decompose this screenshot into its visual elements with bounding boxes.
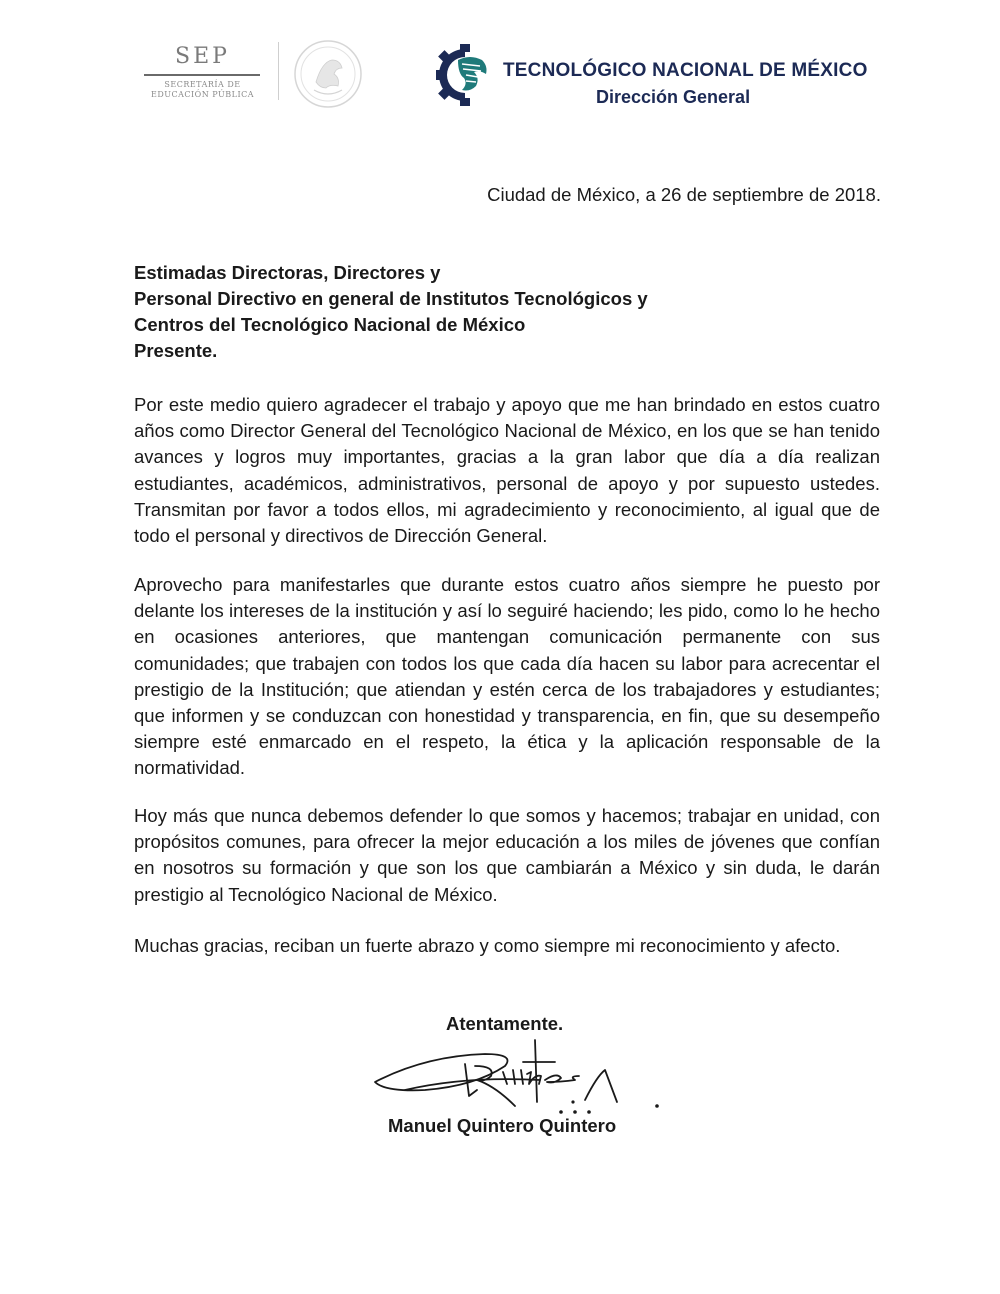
- addressee-line: Personal Directivo en general de Institutos Tecnológicos y: [134, 288, 648, 309]
- closing-salutation: Atentamente.: [446, 1013, 564, 1034]
- body-paragraph: Aprovecho para manifestarles que durante estos cuatro años siempre he puesto por delante los intereses de la institución y así lo seguiré haciendo; les pido, como lo he hecho en ocasiones anteriores, que mantengan comunicación permanente con sus comunidades; que trabajen con todos los que cada día hacen su labor para acrecentar el prestigio de la Institución; que atiendan y estén cerca de los trabajadores y estudiantes; que informen y se conduzcan con honestidad y transparencia, en fin, que su desempeño siempre esté enmarcado en el respeto, la ética y la aplicación responsable de la normatividad.: [134, 574, 880, 779]
- sep-logo-rule: [144, 74, 260, 76]
- tecnm-gear-eagle-icon: [436, 44, 494, 106]
- addressee-block: [134, 260, 648, 364]
- institution-office: Dirección General: [596, 87, 751, 107]
- signer-name: Manuel Quintero Quintero: [388, 1115, 617, 1136]
- body-paragraph: Por este medio quiero agradecer el trabajo y apoyo que me han brindado en estos cuatro años como Director General del Tecnológico Nacional de México, en los que se han tenido avances y logros muy importantes, gracias a la gran labor que día a día realizan estudiantes, académicos, administrativos, personal de apoyo y por supuesto ustedes. Transmitan por favor a todos ellos, mi agradecimiento y reconocimiento, al igual que de todo el personal y directivos de Dirección General.: [134, 394, 880, 547]
- addressee-line: Presente.: [134, 340, 218, 361]
- addressee-line: Estimadas Directoras, Directores y: [134, 262, 441, 283]
- sep-logo: [140, 44, 265, 106]
- handwritten-signature: [365, 1036, 685, 1120]
- body-paragraph: Hoy más que nunca debemos defender lo que somos y hacemos; trabajar en unidad, con propósitos comunes, para ofrecer la mejor educación a los miles de jóvenes que confían en nosotros su formación y que son los que cambiarán a México y sin duda, le darán prestigio al Tecnológico Nacional de México.: [134, 805, 880, 905]
- mexico-seal-icon: [292, 38, 364, 110]
- sep-logo-text: SEP: [175, 44, 230, 69]
- letter-date: Ciudad de México, a 26 de septiembre de 2018.: [487, 184, 881, 205]
- addressee-line: Centros del Tecnológico Nacional de México: [134, 314, 526, 335]
- sep-subtitle: SECRETARÍA DE EDUCACIÓN PÚBLICA: [150, 80, 254, 99]
- body-paragraph: Muchas gracias, reciban un fuerte abrazo y como siempre mi reconocimiento y afecto.: [134, 935, 841, 956]
- institution-name: TECNOLÓGICO NACIONAL DE MÉXICO: [503, 60, 868, 81]
- header-divider: [278, 42, 279, 100]
